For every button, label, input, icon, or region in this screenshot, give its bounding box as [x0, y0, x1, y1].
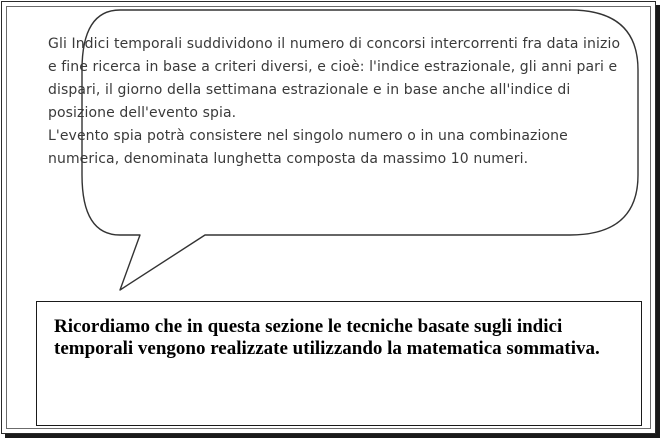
- bubble-paragraph-2: L'evento spia potrà consistere nel singolo numero o in una combinazione numerica, denominata lunghetta composta da massimo 10 numeri.: [48, 128, 568, 167]
- speech-bubble-text: [48, 33, 628, 171]
- note-box: [36, 301, 642, 426]
- bubble-paragraph-1: Gli Indici temporali suddividono il numero di concorsi intercorrenti fra data inizio e fine ricerca in base a criteri diversi, e cioè: l'indice estrazionale, gli anni pari e dispari, il giorno della settimana estrazionale e in base anche all'indice di posizione dell'evento spia.: [48, 36, 621, 121]
- note-text: Ricordiamo che in questa sezione le tecniche basate sugli indici temporali vengono realizzate utilizzando la matematica sommativa.: [54, 316, 600, 359]
